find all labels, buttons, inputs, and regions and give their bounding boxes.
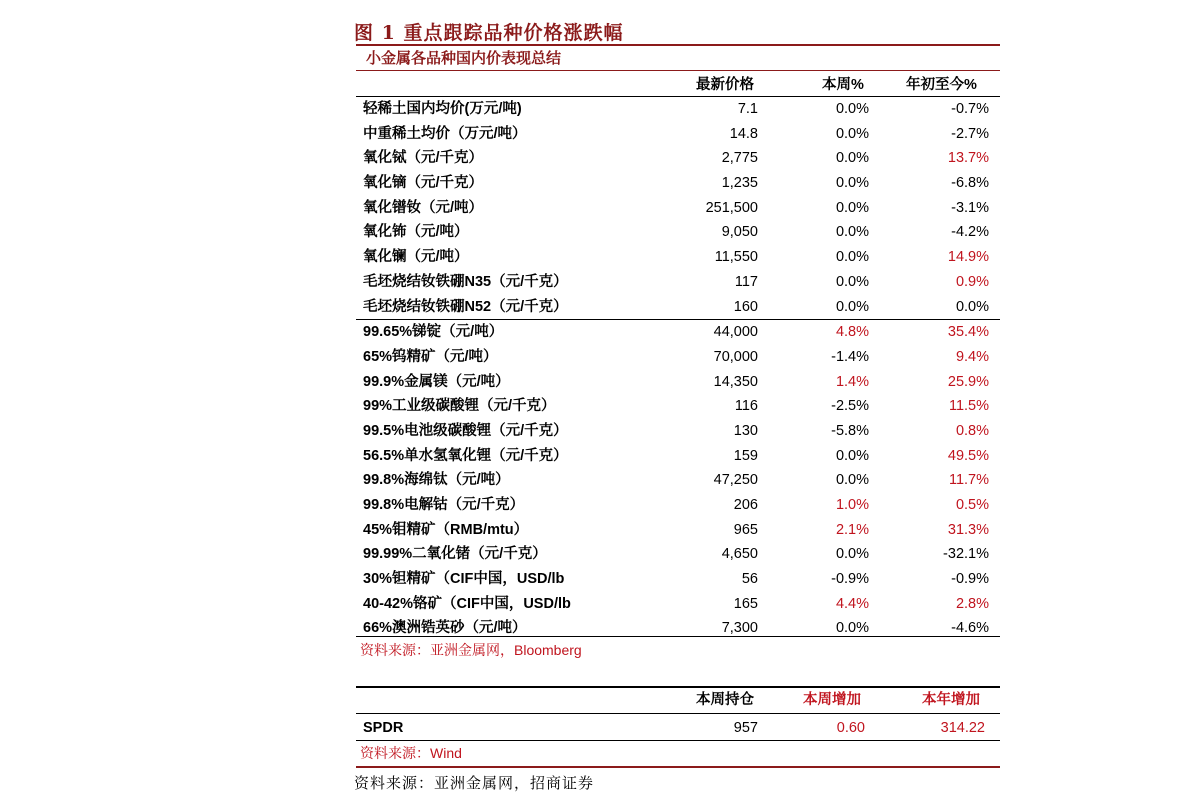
- table-row: [356, 171, 1000, 196]
- ytd-change-cell: 0.5%: [955, 497, 989, 513]
- price-cell: 160: [733, 298, 758, 315]
- table-row: [356, 444, 1000, 469]
- week-change-cell: 0.0%: [835, 150, 869, 167]
- spdr-name: SPDR: [363, 720, 404, 736]
- header-price: 最新价格: [696, 77, 754, 93]
- price-cell: 2,775: [721, 150, 758, 167]
- week-change-cell: -1.4%: [831, 348, 869, 365]
- week-change-cell: -0.9%: [831, 571, 869, 588]
- table-row: [356, 245, 1000, 270]
- header-week: 本周%: [822, 77, 864, 93]
- ytd-change-cell: -4.2%: [951, 224, 989, 241]
- week-change-cell: 4.4%: [835, 595, 869, 612]
- price-cell: 1,235: [721, 175, 758, 192]
- item-name: 轻稀土国内均价(万元/吨): [363, 101, 522, 117]
- item-name: 毛坯烧结钕铁硼N52（元/千克）: [363, 298, 568, 315]
- table-row: [356, 295, 1000, 320]
- price-cell: 4,650: [721, 546, 758, 563]
- table-row: [356, 567, 1000, 592]
- week-change-cell: -5.8%: [831, 422, 869, 439]
- item-name: 中重稀土均价（万元/吨）: [363, 125, 527, 142]
- table-row: [356, 468, 1000, 493]
- price-cell: 206: [733, 497, 758, 513]
- week-change-cell: -2.5%: [831, 398, 869, 415]
- table-row: [356, 592, 1000, 617]
- header-ytd: 年初至今%: [906, 77, 977, 93]
- ytd-change-cell: -2.7%: [951, 125, 989, 142]
- week-change-cell: 1.0%: [835, 497, 869, 513]
- item-name: 99.5%电池级碳酸锂（元/千克）: [363, 422, 568, 439]
- item-name: 99%工业级碳酸锂（元/千克）: [363, 398, 556, 415]
- price-cell: 251,500: [705, 199, 758, 216]
- table-row: [356, 97, 1000, 122]
- table-row: [356, 122, 1000, 147]
- ytd-change-cell: -0.9%: [951, 571, 989, 588]
- table-row: [356, 370, 1000, 395]
- header-year-add: 本年增加: [922, 692, 980, 708]
- ytd-change-cell: 31.3%: [947, 521, 989, 538]
- week-change-cell: 4.8%: [835, 324, 869, 341]
- ytd-change-cell: 35.4%: [947, 324, 989, 341]
- item-name: 99.8%电解钴（元/千克）: [363, 497, 525, 513]
- item-name: 99.65%锑锭（元/吨）: [363, 324, 504, 341]
- week-change-cell: 0.0%: [835, 298, 869, 315]
- table-row: [356, 518, 1000, 543]
- price-table: [356, 97, 1000, 641]
- week-change-cell: 1.4%: [835, 373, 869, 390]
- table-row: [356, 493, 1000, 518]
- item-name: 毛坯烧结钕铁硼N35（元/千克）: [363, 273, 568, 290]
- ytd-change-cell: -4.6%: [951, 620, 989, 637]
- table-row: [356, 270, 1000, 295]
- item-name: 56.5%单水氢氧化锂（元/千克）: [363, 447, 568, 464]
- price-cell: 7,300: [721, 620, 758, 637]
- week-change-cell: 0.0%: [835, 224, 869, 241]
- table2-bottom-rule: [356, 740, 1000, 741]
- ytd-change-cell: -6.8%: [951, 175, 989, 192]
- ytd-change-cell: -32.1%: [943, 546, 989, 563]
- item-name: 99.8%海绵钛（元/吨）: [363, 472, 510, 489]
- ytd-change-cell: 11.7%: [948, 472, 989, 489]
- spdr-week-add: 0.60: [836, 720, 865, 736]
- ytd-change-cell: 13.7%: [947, 150, 989, 167]
- ytd-change-cell: 14.9%: [947, 249, 989, 266]
- price-cell: 965: [733, 521, 758, 538]
- table2-top-rule: [356, 686, 1000, 688]
- item-name: 氧化钸（元/吨）: [363, 224, 469, 241]
- figure-title: 图 1 重点跟踪品种价格涨跌幅: [354, 22, 624, 44]
- bottom-rule: [356, 766, 1000, 768]
- item-name: 99.99%二氧化锗（元/千克）: [363, 546, 547, 563]
- price-cell: 130: [733, 422, 758, 439]
- item-name: 40-42%铬矿（CIF中国，USD/lb: [363, 595, 571, 612]
- price-cell: 165: [733, 595, 758, 612]
- price-cell: 47,250: [713, 472, 758, 489]
- table-row: [356, 419, 1000, 444]
- table-row: [356, 146, 1000, 171]
- week-change-cell: 0.0%: [835, 273, 869, 290]
- spdr-year-add: 314.22: [940, 720, 985, 736]
- item-name: 氧化铽（元/千克）: [363, 150, 484, 167]
- week-change-cell: 0.0%: [835, 175, 869, 192]
- week-change-cell: 0.0%: [835, 249, 869, 266]
- header-week-add: 本周增加: [803, 692, 861, 708]
- header-holding: 本周持仓: [696, 692, 754, 708]
- table-row: [356, 394, 1000, 419]
- ytd-change-cell: 0.0%: [955, 298, 989, 315]
- price-cell: 9,050: [721, 224, 758, 241]
- week-change-cell: 0.0%: [835, 125, 869, 142]
- ytd-change-cell: 9.4%: [955, 348, 989, 365]
- item-name: 氧化镨钕（元/吨）: [363, 199, 484, 216]
- ytd-change-cell: 11.5%: [948, 398, 989, 415]
- ytd-change-cell: 0.9%: [955, 273, 989, 290]
- table-row: [356, 196, 1000, 221]
- price-cell: 14.8: [729, 125, 758, 142]
- ytd-change-cell: 25.9%: [947, 373, 989, 390]
- item-name: 30%钽精矿（CIF中国，USD/lb: [363, 571, 565, 588]
- item-name: 45%钼精矿（RMB/mtu）: [363, 521, 529, 538]
- table-row: [356, 345, 1000, 370]
- price-cell: 11,550: [714, 249, 758, 266]
- price-cell: 116: [734, 398, 758, 415]
- table1-source: 资料来源：亚洲金属网，Bloomberg: [360, 642, 582, 658]
- price-cell: 159: [733, 447, 758, 464]
- price-cell: 56: [741, 571, 758, 588]
- price-cell: 117: [734, 273, 758, 290]
- table-row: [356, 319, 1000, 345]
- item-name: 66%澳洲锆英砂（元/吨）: [363, 620, 527, 637]
- table-row: [356, 616, 1000, 641]
- table1-bottom-rule: [356, 636, 1000, 637]
- price-cell: 44,000: [713, 324, 758, 341]
- ytd-change-cell: 2.8%: [955, 595, 989, 612]
- price-cell: 7.1: [737, 101, 758, 117]
- item-name: 氧化镧（元/吨）: [363, 249, 469, 266]
- ytd-change-cell: 49.5%: [947, 447, 989, 464]
- table1-title: 小金属各品种国内价表现总结: [366, 50, 562, 67]
- week-change-cell: 0.0%: [835, 199, 869, 216]
- table-row: [356, 542, 1000, 567]
- price-cell: 70,000: [713, 348, 758, 365]
- main-source: 资料来源：亚洲金属网，招商证券: [354, 774, 595, 792]
- table2-source: 资料来源：Wind: [360, 745, 462, 761]
- week-change-cell: 0.0%: [835, 546, 869, 563]
- price-cell: 14,350: [713, 373, 758, 390]
- ytd-change-cell: -0.7%: [951, 101, 989, 117]
- table1-title-rule: [356, 70, 1000, 71]
- ytd-change-cell: 0.8%: [955, 422, 989, 439]
- spdr-holding: 957: [733, 720, 758, 736]
- spdr-row: [356, 716, 1000, 740]
- week-change-cell: 0.0%: [835, 447, 869, 464]
- table-row: [356, 220, 1000, 245]
- table2-header-rule: [356, 713, 1000, 714]
- week-change-cell: 0.0%: [835, 472, 869, 489]
- week-change-cell: 0.0%: [835, 620, 869, 637]
- item-name: 99.9%金属镁（元/吨）: [363, 373, 510, 390]
- title-rule: [356, 44, 1000, 46]
- item-name: 氧化镝（元/千克）: [363, 175, 484, 192]
- item-name: 65%钨精矿（元/吨）: [363, 348, 498, 365]
- week-change-cell: 0.0%: [835, 101, 869, 117]
- ytd-change-cell: -3.1%: [951, 199, 989, 216]
- week-change-cell: 2.1%: [835, 521, 869, 538]
